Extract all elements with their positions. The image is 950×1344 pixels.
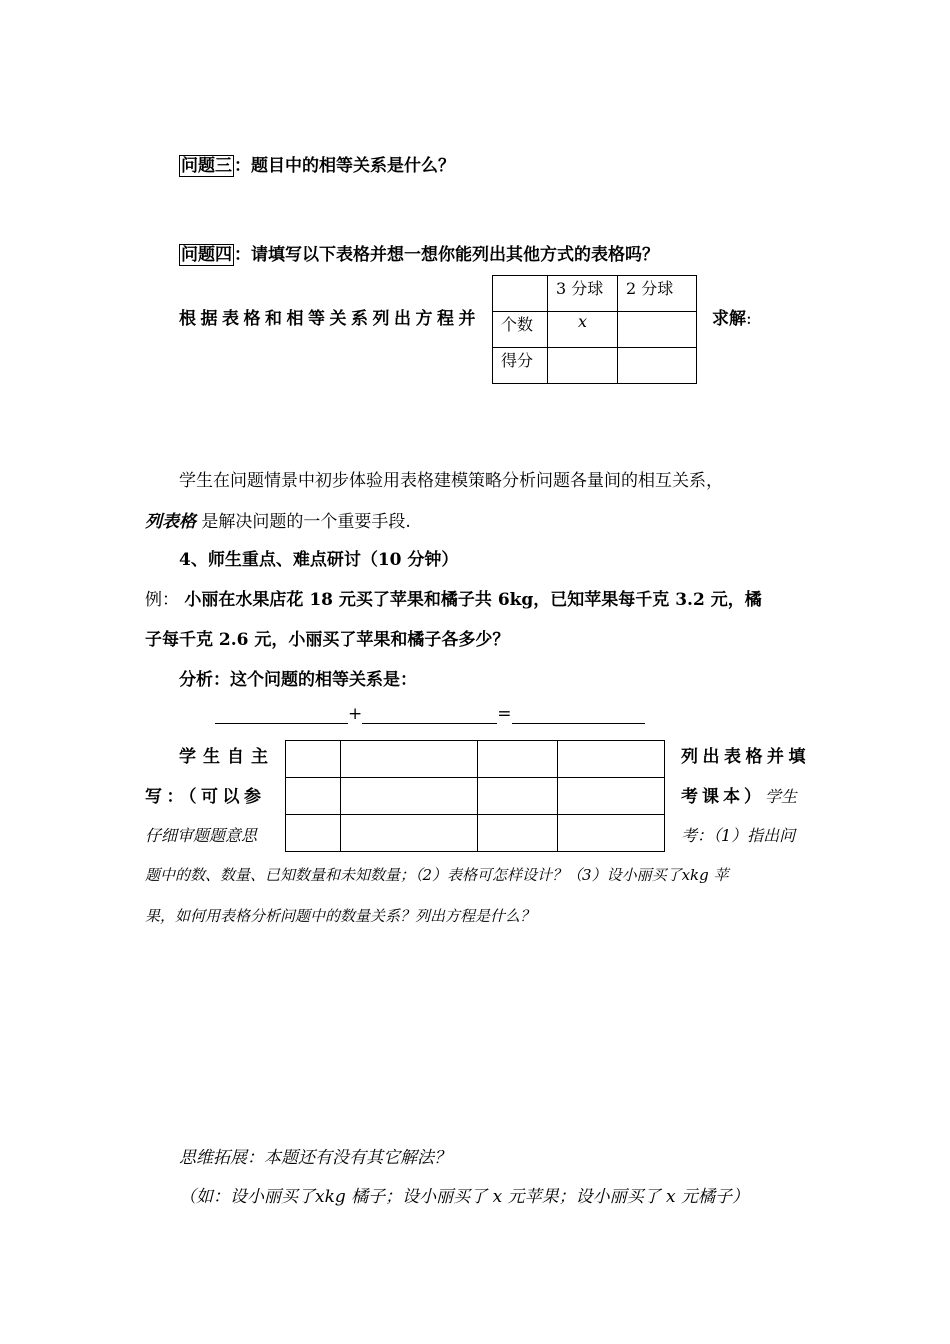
example-line2: 子每千克 2.6 元，小丽买了苹果和橘子各多少？ bbox=[145, 630, 510, 650]
table-header-2pt: 2 分球 bbox=[618, 276, 697, 312]
table-cell bbox=[618, 312, 697, 348]
table-cell[interactable] bbox=[341, 741, 478, 778]
table-cell[interactable] bbox=[286, 815, 341, 852]
table-header-3pt: 3 分球 bbox=[548, 276, 618, 312]
blank-2[interactable] bbox=[362, 706, 497, 724]
side-right-2a: 考课本） bbox=[681, 787, 765, 807]
table-row-label-score: 得分 bbox=[493, 348, 548, 384]
table-cell[interactable] bbox=[478, 741, 558, 778]
table-cell[interactable] bbox=[286, 741, 341, 778]
paragraph-line1: 学生在问题情景中初步体验用表格建模策略分析问题各量间的相互关系， bbox=[179, 471, 723, 491]
example-prefix: 例： bbox=[145, 590, 179, 610]
table-cell[interactable] bbox=[478, 778, 558, 815]
table-cell bbox=[548, 348, 618, 384]
table-cell bbox=[493, 276, 548, 312]
side-left-3: 仔细审题题意思 bbox=[145, 826, 258, 845]
solve-colon: : bbox=[746, 309, 752, 329]
example-line1 bbox=[145, 585, 762, 610]
question-four bbox=[179, 240, 659, 265]
table-cell-x: x bbox=[548, 312, 618, 348]
alternative-hint: （如：设小丽买了xkg 橘子；设小丽买了 x 元苹果；设小丽买了 x 元橘子） bbox=[179, 1187, 749, 1207]
table-row bbox=[286, 741, 665, 778]
score-table bbox=[492, 275, 697, 384]
blank-3[interactable] bbox=[512, 706, 645, 724]
equation-instruction: 根据表格和相等关系列出方程并 bbox=[179, 309, 480, 329]
emphasis-list-table: 列表格 bbox=[145, 512, 196, 532]
table-cell[interactable] bbox=[286, 778, 341, 815]
solve-text: 求解 bbox=[712, 309, 746, 329]
table-cell[interactable] bbox=[558, 815, 665, 852]
blank-1[interactable] bbox=[215, 706, 348, 724]
table-cell[interactable] bbox=[558, 778, 665, 815]
question-four-label: 问题四 bbox=[181, 245, 232, 265]
table-row bbox=[493, 348, 697, 384]
paragraph-line2 bbox=[145, 507, 411, 532]
italic-line-2: 果，如何用表格分析问题中的数量关系？列出方程是什么？ bbox=[145, 907, 536, 925]
side-right-2b: 学生 bbox=[765, 787, 798, 806]
thinking-extension: 思维拓展：本题还有没有其它解法？ bbox=[179, 1148, 451, 1168]
section-heading: 4、师生重点、难点研讨（10 分钟） bbox=[179, 550, 459, 570]
solve-label bbox=[712, 304, 752, 329]
table-cell[interactable] bbox=[478, 815, 558, 852]
table-row bbox=[286, 815, 665, 852]
table-cell bbox=[618, 348, 697, 384]
side-right-3: 考：（1）指出问 bbox=[681, 826, 796, 845]
question-three-label: 问题三 bbox=[181, 156, 232, 176]
table-row bbox=[493, 312, 697, 348]
table-row bbox=[493, 276, 697, 312]
table-cell[interactable] bbox=[558, 741, 665, 778]
italic-line-1: 题中的数、数量、已知数量和未知数量；（2）表格可怎样设计？（3）设小丽买了xkg 苹 bbox=[145, 866, 729, 884]
equals-sign: = bbox=[497, 704, 512, 724]
table-row bbox=[286, 778, 665, 815]
question-four-text: ：请填写以下表格并想一想你能列出其他方式的表格吗？ bbox=[234, 245, 659, 265]
question-three bbox=[179, 151, 455, 176]
analysis-line: 分析：这个问题的相等关系是： bbox=[179, 670, 417, 690]
plus-sign: + bbox=[348, 704, 363, 724]
side-left-1: 学生自主 bbox=[179, 747, 275, 767]
example-text-1: 小丽在水果店花 18 元买了苹果和橘子共 6kg，已知苹果每千克 3.2 元，橘 bbox=[184, 590, 762, 610]
table-cell[interactable] bbox=[341, 815, 478, 852]
side-right-2 bbox=[681, 782, 797, 807]
blank-table bbox=[285, 740, 665, 852]
question-three-text: ：题目中的相等关系是什么？ bbox=[234, 156, 455, 176]
table-row-label-count: 个数 bbox=[493, 312, 548, 348]
equation-blanks bbox=[215, 704, 645, 724]
side-left-2: 写：（可以参 bbox=[145, 787, 266, 807]
paragraph-tail: 是解决问题的一个重要手段. bbox=[196, 512, 411, 532]
side-right-1: 列出表格并填 bbox=[681, 747, 810, 767]
table-cell[interactable] bbox=[341, 778, 478, 815]
